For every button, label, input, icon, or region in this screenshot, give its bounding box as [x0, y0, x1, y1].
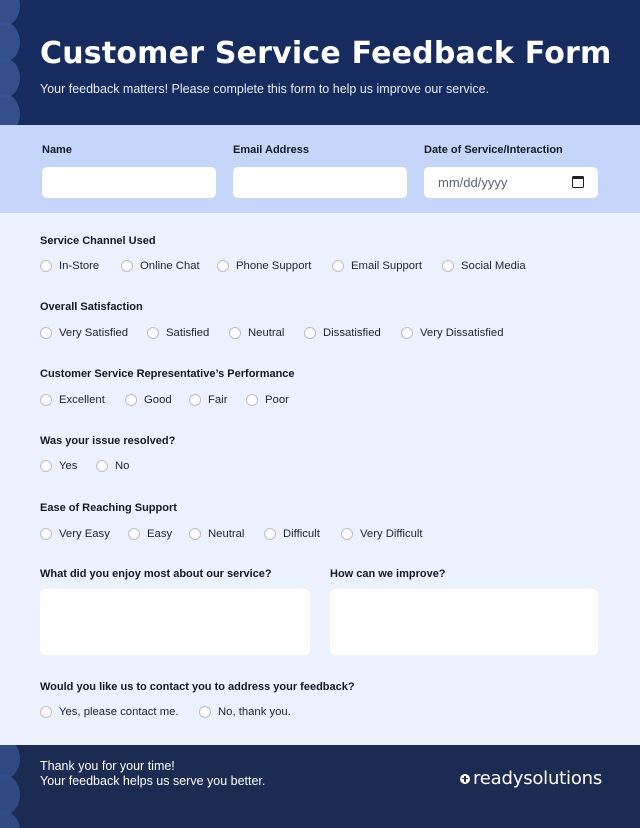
radio-online-chat[interactable]: Online Chat [121, 260, 200, 272]
decorative-petal-shape [0, 22, 20, 62]
radio-circle[interactable] [125, 394, 137, 406]
radio-circle[interactable] [229, 327, 241, 339]
issue-resolved-label: Was your issue resolved? [40, 435, 176, 447]
radio-very-dissatisfied[interactable]: Very Dissatisfied [401, 327, 504, 339]
radio-very-easy[interactable]: Very Easy [40, 528, 110, 540]
radio-yes-contact[interactable]: Yes, please contact me. [40, 706, 179, 718]
radio-in-store[interactable]: In-Store [40, 260, 99, 272]
contact-preference-label: Would you like us to contact you to address your feedback? [40, 681, 355, 693]
page-title: Customer Service Feedback Form [40, 36, 612, 71]
service-channel-label: Service Channel Used [40, 235, 156, 247]
name-input[interactable] [42, 167, 216, 198]
footer [0, 745, 640, 828]
radio-circle[interactable] [189, 394, 201, 406]
header-banner [0, 0, 640, 125]
radio-fair[interactable]: Fair [189, 394, 227, 406]
radio-no[interactable]: No [96, 460, 129, 472]
radio-circle[interactable] [189, 528, 201, 540]
radio-circle[interactable] [40, 706, 52, 718]
radio-satisfied[interactable]: Satisfied [147, 327, 209, 339]
radio-circle[interactable] [341, 528, 353, 540]
decorative-petal-shape [0, 58, 20, 98]
enjoy-most-label: What did you enjoy most about our service? [40, 568, 272, 580]
email-label: Email Address [233, 144, 310, 156]
radio-circle[interactable] [246, 394, 258, 406]
date-placeholder: mm/dd/yyyy [438, 175, 508, 190]
email-input[interactable] [233, 167, 407, 198]
radio-circle[interactable] [40, 528, 52, 540]
radio-easy[interactable]: Easy [128, 528, 172, 540]
contact-info-section [0, 125, 640, 213]
page-subtitle: Your feedback matters! Please complete this form to help us improve our service. [40, 82, 490, 96]
radio-very-satisfied[interactable]: Very Satisfied [40, 327, 128, 339]
radio-neutral-ease[interactable]: Neutral [189, 528, 244, 540]
decorative-petal-shape [0, 745, 20, 779]
brand-logo [460, 768, 602, 789]
radio-circle[interactable] [96, 460, 108, 472]
radio-circle[interactable] [128, 528, 140, 540]
plus-circle-icon [460, 774, 470, 784]
overall-satisfaction-label: Overall Satisfaction [40, 301, 143, 313]
calendar-icon[interactable] [572, 176, 584, 188]
radio-circle[interactable] [332, 260, 344, 272]
radio-excellent[interactable]: Excellent [40, 394, 105, 406]
radio-no-thanks[interactable]: No, thank you. [199, 706, 291, 718]
radio-circle[interactable] [40, 394, 52, 406]
radio-email-support[interactable]: Email Support [332, 260, 422, 272]
radio-circle[interactable] [40, 260, 52, 272]
representative-performance-label: Customer Service Representative’s Performance [40, 368, 295, 380]
radio-circle[interactable] [217, 260, 229, 272]
radio-difficult[interactable]: Difficult [264, 528, 320, 540]
radio-very-difficult[interactable]: Very Difficult [341, 528, 423, 540]
ease-of-support-label: Ease of Reaching Support [40, 502, 177, 514]
radio-circle[interactable] [401, 327, 413, 339]
decorative-petal-shape [0, 775, 20, 815]
decorative-petal-shape [0, 94, 20, 125]
radio-yes[interactable]: Yes [40, 460, 77, 472]
decorative-petal-shape [0, 811, 20, 828]
enjoy-most-textarea[interactable] [40, 589, 310, 655]
brand-name: readysolutions [473, 768, 603, 789]
radio-circle[interactable] [121, 260, 133, 272]
radio-circle[interactable] [264, 528, 276, 540]
date-input[interactable] [424, 167, 598, 198]
thank-you-line-1: Thank you for your time! [40, 759, 175, 773]
radio-social-media[interactable]: Social Media [442, 260, 526, 272]
radio-dissatisfied[interactable]: Dissatisfied [304, 327, 381, 339]
radio-circle[interactable] [199, 706, 211, 718]
radio-poor[interactable]: Poor [246, 394, 289, 406]
radio-circle[interactable] [40, 327, 52, 339]
radio-circle[interactable] [40, 460, 52, 472]
radio-circle[interactable] [147, 327, 159, 339]
name-label: Name [42, 144, 72, 156]
radio-circle[interactable] [304, 327, 316, 339]
radio-phone-support[interactable]: Phone Support [217, 260, 311, 272]
thank-you-message [40, 759, 265, 789]
radio-good[interactable]: Good [125, 394, 172, 406]
radio-neutral[interactable]: Neutral [229, 327, 284, 339]
improve-label: How can we improve? [330, 568, 446, 580]
improve-textarea[interactable] [330, 589, 598, 655]
thank-you-line-2: Your feedback helps us serve you better. [40, 774, 266, 788]
radio-circle[interactable] [442, 260, 454, 272]
date-label: Date of Service/Interaction [424, 144, 563, 156]
